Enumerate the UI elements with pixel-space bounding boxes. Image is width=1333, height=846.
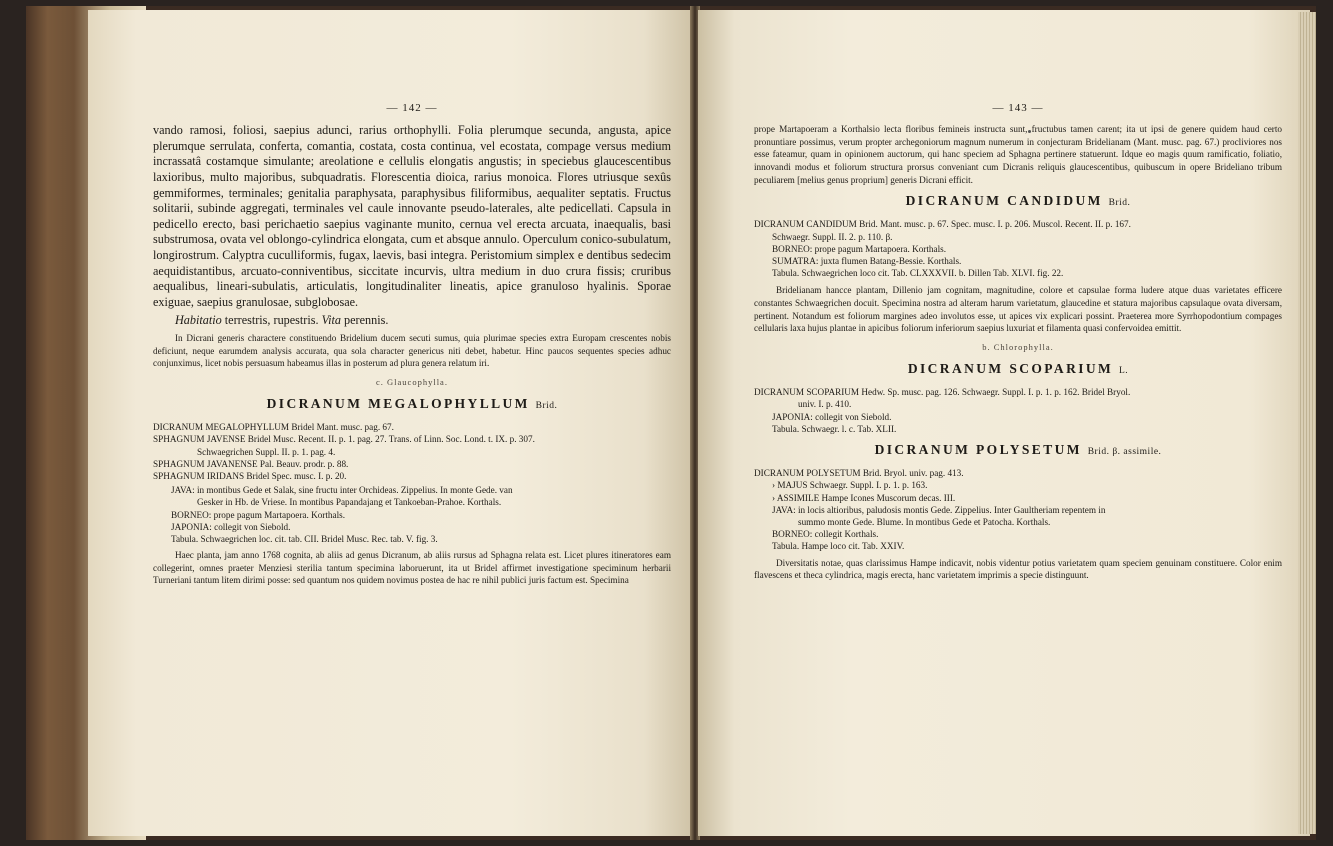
species-author: L.	[1118, 365, 1129, 376]
synonym-line: SPHAGNUM JAVANENSE Pal. Beauv. prodr. p. 88.	[153, 458, 349, 469]
tabula-line: Tabula. Schwaegrichen loco cit. Tab. CLXXXVII. b. Dillen Tab. XLVI. fig. 22.	[772, 268, 1064, 279]
polysetum-synonyms	[754, 467, 1282, 552]
synonym-list	[153, 421, 671, 482]
page-number-right: — 143 —	[992, 102, 1044, 114]
book-spread	[26, 6, 1316, 840]
locality-line: Gesker in Hb. de Vriese. In montibus Papandajang et Tankoeban-Prahoe. Korthals.	[197, 497, 502, 508]
species-title-megalophyllum	[153, 397, 671, 413]
locality-line: SUMATRA: juxta flumen Batang-Bessie. Korthals.	[772, 255, 962, 266]
section-subheading: b. Chlorophylla.	[982, 341, 1054, 352]
synonym-line: DICRANUM CANDIDUM Brid. Mant. musc. p. 67. Spec. musc. I. p. 206. Muscol. Recent. II. p. 167.	[754, 219, 1131, 230]
polysetum-note: Diversitatis notae, quas clarissimus Hampe indicavit, nobis videntur potius varietatem quam speciem genuinam constituere. Color enim flavescens et theca cylindrica, magis erecta, hanc varietatem imprimis a specie distinguunt.	[754, 557, 1282, 581]
species-title-polysetum	[754, 443, 1282, 459]
synonym-line: › ASSIMILE Hampe Icones Muscorum decas. III.	[772, 492, 956, 503]
genus-note: In Dicrani generis charactere constituendo Bridelium ducem secuti sumus, quia plurimae species extra Europam crescentes nobis deficiunt, neque earumdem analysis accurata, qua sola character genericus niti debet, habetur. Hinc paucos sequentes species adhuc conjunximus, licet nobis persuasum habeamus illas in posterum ad plura genera relatum iri.	[153, 332, 671, 369]
species-name: DICRANUM SCOPARIUM	[907, 360, 1114, 376]
synonym-line: DICRANUM MEGALOPHYLLUM Bridel Mant. musc. pag. 67.	[153, 422, 394, 433]
page-stack-edge	[1298, 12, 1316, 834]
habitatio-text: terrestris, rupestris.	[221, 313, 322, 328]
synonym-line: › MAJUS Schwaegr. Suppl. I. p. 1. p. 163.	[772, 480, 928, 491]
synonym-line: Schwaegrichen Suppl. II. p. 1. pag. 4.	[197, 446, 336, 457]
tabula-line: Tabula. Hampe loco cit. Tab. XXIV.	[772, 541, 905, 552]
page-number-left: — 142 —	[386, 102, 438, 114]
locality-line: JAVA: in locis altioribus, paludosis montis Gede. Zippelius. Inter Gaultheriam repentem in	[772, 504, 1106, 515]
synonym-line: SPHAGNUM IRIDANS Bridel Spec. musc. I. p. 20.	[153, 470, 347, 481]
locality-line: JAPONIA: collegit von Siebold.	[772, 411, 892, 422]
section-subheading: c. Glaucophylla.	[376, 376, 448, 387]
locality-line: BORNEO: prope pagum Martapoera. Korthals.	[171, 509, 346, 520]
candidum-note: Bridelianam hancce plantam, Dillenio jam cognitam, magnitudine, colore et capsulae forma ludere atque duas varietates efficere constantes Schwaegrichen docuit. Specimina nostra ad alteram harum varietatum, glaucedine et statura majoribus capsulaque ovata diversam, pertinent. Notandum est foliorum margines adeo involutos esse, ut apices vix explicari possint. Praeterea more Syrrhopodontium compages cellularis laxa hujus plantae in apicibus foliorum inferiorum saepius luxuriat et filamenta quasi confervoidea emittit.	[754, 285, 1282, 334]
habitat-line	[153, 313, 671, 329]
synonym-line: SPHAGNUM JAVENSE Bridel Musc. Recent. II. p. 1. pag. 27. Trans. of Linn. Soc. Lond. t. IX. p. 307.	[153, 434, 535, 445]
locality-line: JAVA: in montibus Gede et Salak, sine fructu inter Orchideas. Zippelius. In monte Gede. van	[171, 485, 513, 496]
species-name: DICRANUM POLYSETUM	[874, 441, 1082, 457]
species-title-candidum	[754, 194, 1282, 210]
closing-paragraph: Haec planta, jam anno 1768 cognita, ab aliis ad genus Dicranum, ab aliis rursus ad Sphagna relata est. Licet plures itineratores eam collegerint, omnes praeter Menziesi sterilia tantum specimina laboruerunt, ita ut Bridel affirmet investigatione speciminum herbarii Turneriani tantum litem dirimi posse: sed quantum nos quidem novimus postea de hac re nihil publici juris factum est. Specimina	[153, 550, 671, 586]
locality-line: JAPONIA: collegit von Siebold.	[171, 521, 291, 532]
left-page-content	[153, 102, 671, 590]
synonym-line: Schwaegr. Suppl. II. 2. p. 110. β.	[772, 231, 893, 242]
candidum-synonyms	[754, 218, 1282, 279]
species-author: Brid.	[1108, 198, 1131, 209]
genus-description: vando ramosi, foliosi, saepius adunci, rarius orthophylli. Folia plerumque secunda, angusta, apice plerumque serrulata, conferta, comantia, costata, costa continua, vel ecostata, compage versus medium incrassatâ costamque simulante; areolatione e cellulis elongatis angustis; in speciebus glaucescentibus laxioribus, multo majoribus, subquadratis. Florescentia dioica, rarius monoica. Flores utriusque sexûs gemmiformes, terminales; genitalia paraphysata, paraphysibus filiformibus, aequaliter septatis. Fructus solitarii, subinde aggregati, terminales vel caule innovante pseudo-laterales, alte pedicellati. Capsula in pedicello erecto, basi perichaetio saepius vaginante munito, cernua vel erecta arcuata, inaequalis, basi substrumosa, ovata vel oblongo-cylindrica elongata, cum et absque annulo. Operculum conico-subulatum, longirostrum. Calyptra cuculliformis, fugax, laevis, basi integra. Peristomium simplex e dentibus sedecim aequidistantibus, arcuato-conniventibus, siccitate incurvis, ultra medium in duo crura fissis; cruribus aequalibus, lineari-subulatis, articulatis, longitudinaliter lineatis, apice granuloso hyalinis. Sporae exiguae, saepius granulosae, subglobosae.	[153, 123, 671, 309]
left-page	[88, 10, 692, 836]
synonym-line: DICRANUM SCOPARIUM Hedw. Sp. musc. pag. 126. Schwaegr. Suppl. I. p. 1. p. 162. Bridel Bryol.	[754, 387, 1131, 398]
vita-label: Vita	[321, 313, 341, 328]
right-page	[698, 10, 1310, 836]
locality-line: BORNEO: collegit Korthals.	[772, 529, 879, 540]
tabula-line: Tabula. Schwaegr. l. c. Tab. XLII.	[772, 423, 897, 434]
locality-line: Tabula. Schwaegrichen loc. cit. tab. CII. Bridel Musc. Rec. tab. V. fig. 3.	[171, 533, 438, 544]
locality-line: BORNEO: prope pagum Martapoera. Korthals.	[772, 243, 947, 254]
species-name: DICRANUM MEGALOPHYLLUM	[266, 395, 530, 411]
locality-list	[153, 484, 671, 545]
scoparium-synonyms	[754, 386, 1282, 435]
species-title-scoparium	[754, 362, 1282, 378]
synonym-line: univ. I. p. 410.	[798, 399, 852, 410]
species-name: DICRANUM CANDIDUM	[905, 193, 1103, 209]
synonym-line: DICRANUM POLYSETUM Brid. Bryol. univ. pag. 413.	[754, 468, 964, 479]
species-author: Brid. β. assimile.	[1087, 446, 1162, 457]
locality-line: summo monte Gede. Blume. In montibus Gede et Patocha. Korthals.	[798, 517, 1051, 527]
right-page-content	[754, 102, 1282, 585]
habitatio-label: Habitatio	[175, 313, 222, 328]
intro-paragraph: prope Martapoeram a Korthalsio lecta floribus femineis instructa sunt, fructubus tamen carent; ita ut ipsi de genere quidem haud certo pronuntiare possimus, verum propter archegoniorum magnum numerum in conjecturam Bridelianam (Mant. musc. pag. 67.) procliviores nos esse fateamur, quam in opinionem auctorum, qui hanc speciem ad Sphagna pertinere statuerunt. Idque eo magis quum ramificatio, foliatio, innovandi modus et foliorum structura prorsus conveniant cum Dicranis reliquis glaucescentibus, quibuscum in opere Brideliano tribum peculiarem [melius genus proprium] generis Dicrani efficit.	[754, 124, 1282, 185]
vita-text: perennis.	[341, 313, 389, 328]
species-author: Brid.	[535, 400, 558, 411]
